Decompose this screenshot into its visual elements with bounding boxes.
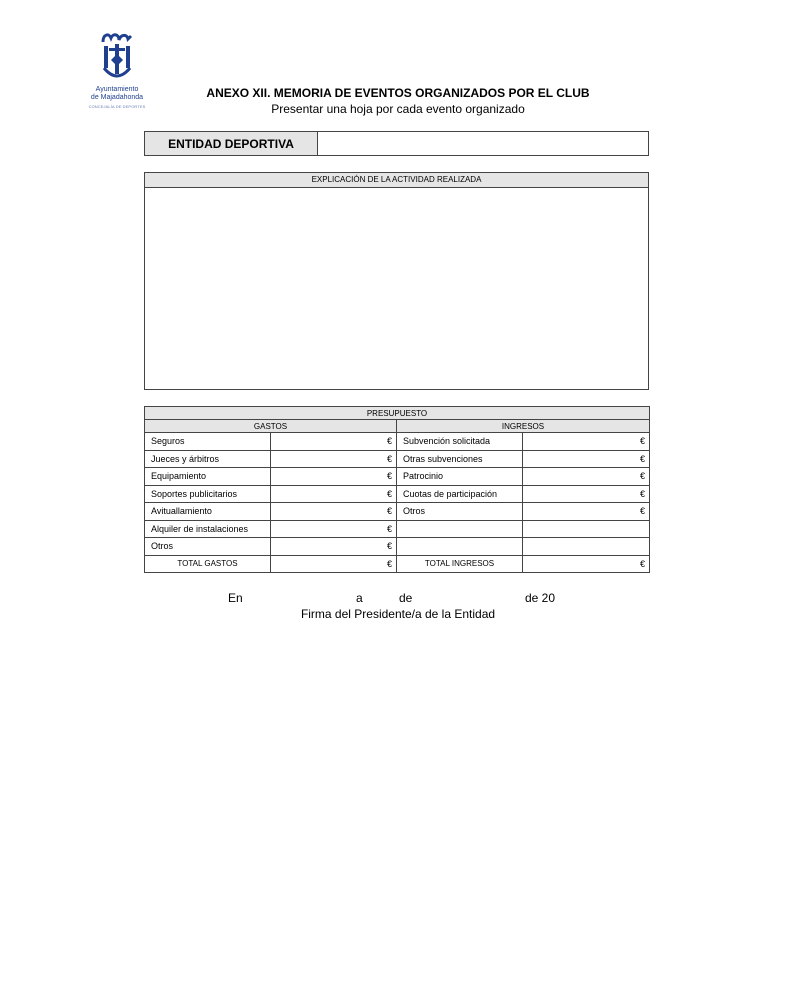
ingreso-concepto: Otras subvenciones <box>397 450 523 468</box>
gasto-importe[interactable]: € <box>271 450 397 468</box>
firma-de: de <box>399 591 413 605</box>
explicacion-header: EXPLICACIÓN DE LA ACTIVIDAD REALIZADA <box>145 173 648 188</box>
ingreso-importe[interactable]: € <box>523 468 650 486</box>
ingresos-header: INGRESOS <box>397 420 650 433</box>
gasto-importe[interactable]: € <box>271 468 397 486</box>
ingreso-importe[interactable]: € <box>523 485 650 503</box>
firma-a: a <box>356 591 363 605</box>
presupuesto-subheader-row <box>145 420 650 433</box>
majadahonda-emblem-icon <box>100 30 134 84</box>
entidad-deportiva-field[interactable] <box>318 132 648 155</box>
ingreso-concepto: Patrocinio <box>397 468 523 486</box>
total-gastos-amount[interactable]: € <box>271 555 397 573</box>
gastos-header: GASTOS <box>145 420 397 433</box>
ingreso-concepto: Cuotas de participación <box>397 485 523 503</box>
ingreso-importe[interactable]: € <box>523 450 650 468</box>
logo-text-line3: CONCEJALÍA DE DEPORTES <box>88 104 146 109</box>
presupuesto-row <box>145 468 650 486</box>
presupuesto-table <box>144 406 650 573</box>
gasto-concepto: Jueces y árbitros <box>145 450 271 468</box>
document-subtitle: Presentar una hoja por cada evento organizado <box>271 102 525 116</box>
explicacion-box <box>144 172 649 390</box>
gasto-importe[interactable]: € <box>271 538 397 556</box>
gasto-concepto: Equipamiento <box>145 468 271 486</box>
gasto-concepto: Soportes publicitarios <box>145 485 271 503</box>
entidad-deportiva-row <box>144 131 649 156</box>
gasto-concepto: Otros <box>145 538 271 556</box>
ingreso-importe[interactable] <box>523 520 650 538</box>
gasto-concepto: Alquiler de instalaciones <box>145 520 271 538</box>
total-ingresos-amount[interactable]: € <box>523 555 650 573</box>
firma-presidente: Firma del Presidente/a de la Entidad <box>300 607 496 621</box>
ingreso-concepto: Subvención solicitada <box>397 433 523 451</box>
total-row <box>145 555 650 573</box>
gasto-importe[interactable]: € <box>271 485 397 503</box>
ingreso-importe[interactable] <box>523 538 650 556</box>
presupuesto-row <box>145 485 650 503</box>
ayuntamiento-logo <box>84 30 150 112</box>
logo-text-line1: Ayuntamiento <box>95 86 139 93</box>
ingreso-concepto: Otros <box>397 503 523 521</box>
entidad-deportiva-label: ENTIDAD DEPORTIVA <box>145 132 318 155</box>
logo-text-line2: de Majadahonda <box>90 94 144 101</box>
presupuesto-row <box>145 503 650 521</box>
ingreso-importe[interactable]: € <box>523 433 650 451</box>
firma-de-20: de 20 <box>525 591 556 605</box>
presupuesto-row <box>145 450 650 468</box>
presupuesto-title-row <box>145 407 650 420</box>
gasto-importe[interactable]: € <box>271 433 397 451</box>
presupuesto-row <box>145 520 650 538</box>
gasto-concepto: Avituallamiento <box>145 503 271 521</box>
gasto-importe[interactable]: € <box>271 520 397 538</box>
ingreso-importe[interactable]: € <box>523 503 650 521</box>
presupuesto-row <box>145 538 650 556</box>
document-title: ANEXO XII. MEMORIA DE EVENTOS ORGANIZADOS POR EL CLUB <box>206 86 590 100</box>
presupuesto-row <box>145 433 650 451</box>
ingreso-concepto <box>397 538 523 556</box>
ingreso-concepto <box>397 520 523 538</box>
gasto-importe[interactable]: € <box>271 503 397 521</box>
total-ingresos-label: TOTAL INGRESOS <box>397 555 523 573</box>
presupuesto-body <box>145 433 650 556</box>
firma-en: En <box>228 591 243 605</box>
explicacion-field[interactable] <box>145 188 648 388</box>
presupuesto-title: PRESUPUESTO <box>145 407 650 420</box>
total-gastos-label: TOTAL GASTOS <box>145 555 271 573</box>
gasto-concepto: Seguros <box>145 433 271 451</box>
